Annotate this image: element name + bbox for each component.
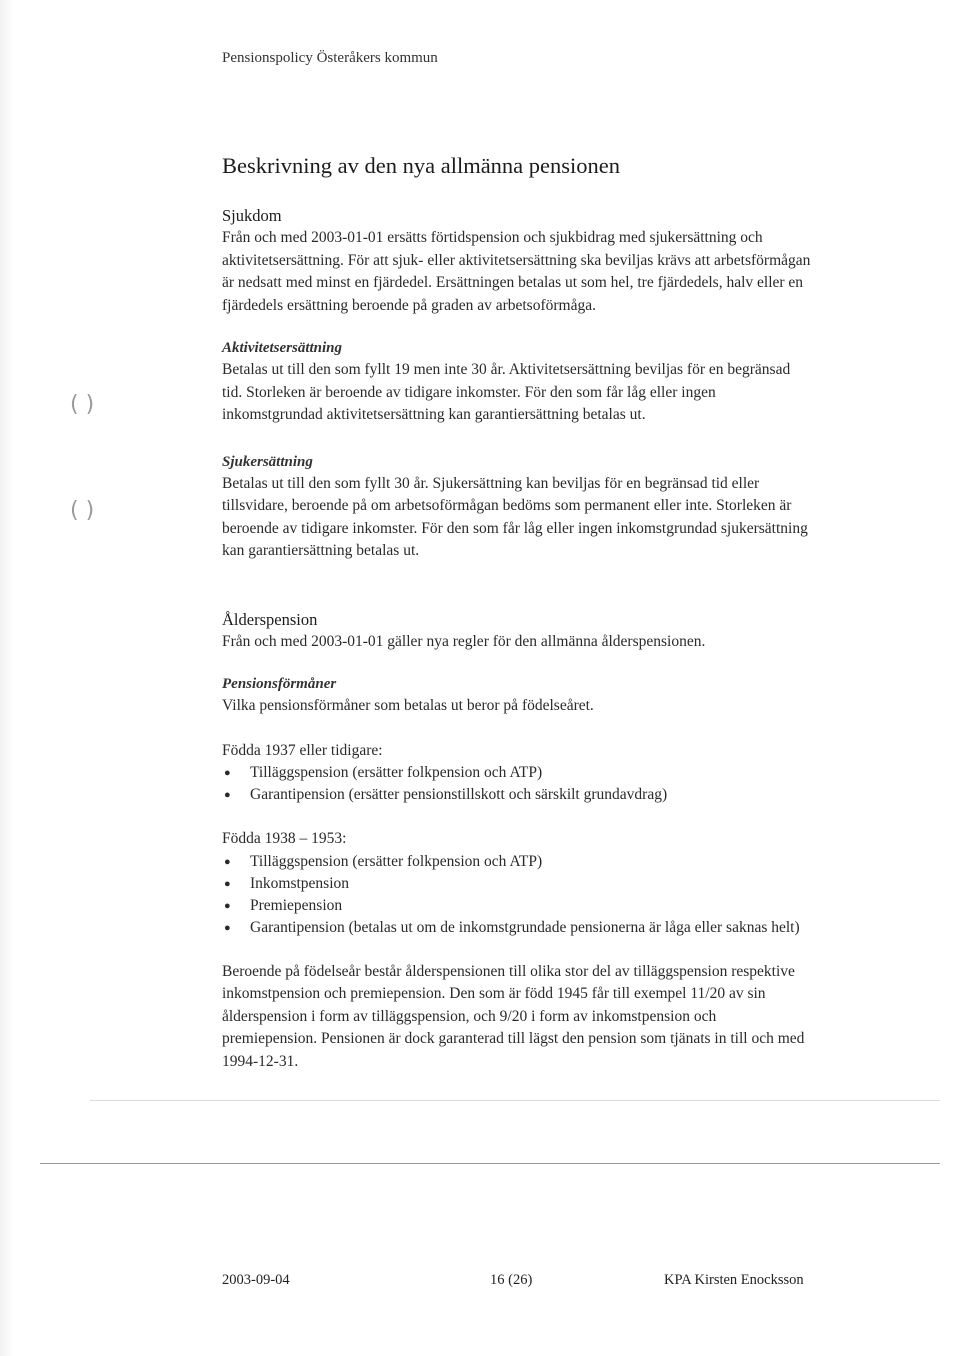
- section-heading-sjukdom: Sjukdom: [222, 206, 282, 225]
- list-item: ● Tilläggspension (ersätter folkpension och ATP): [222, 851, 812, 873]
- spacer: [222, 718, 812, 740]
- section-heading-alderspension: Ålderspension: [222, 609, 318, 629]
- footer-page-number: 16 (26): [490, 1272, 533, 1288]
- paragraph-sjukdom: Från och med 2003-01-01 ersätts förtidspension och sjukbidrag med sjukersättning och aktivitetsersättning. För att sjuk- eller aktivitetsersättning ska beviljas krävs att arbetsförmågan är nedsatt med minst en fjärdedel. Ersättningen betalas ut som hel, tre fjärdedels, halv eller en fjärdedels ersättning beroende på graden av arbetsoförmåga.: [222, 229, 811, 314]
- bullet-icon: ●: [224, 789, 231, 801]
- paragraph-aktivitetsersattning: Betalas ut till den som fyllt 19 men inte 30 år. Aktivitetsersättning beviljas för en begränsad tid. Storleken är beroende av tidigare inkomster. För den som får låg eller ingen inkomstgrundad aktivitetsersättning kan garantiersättning betalas ut.: [222, 361, 791, 423]
- spacer: [222, 563, 812, 609]
- list-1937: [222, 762, 812, 806]
- document-body: [222, 153, 812, 1073]
- bullet-icon: ●: [224, 767, 231, 779]
- list-1938-1953: [222, 851, 812, 939]
- group-label-1937: Födda 1937 eller tidigare:: [222, 741, 383, 759]
- group-label-1938-1953: Födda 1938 – 1953:: [222, 830, 347, 847]
- list-item: ● Garantipension (betalas ut om de inkomstgrundade pensionerna är låga eller saknas helt): [222, 917, 812, 939]
- footer-date: 2003-09-04: [222, 1272, 290, 1288]
- scan-edge-shadow: [0, 0, 14, 1356]
- list-item: ● Inkomstpension: [222, 873, 812, 895]
- list-item: ● Garantipension (ersätter pensionstillskott och särskilt grundavdrag): [222, 784, 812, 806]
- spacer: [222, 806, 812, 828]
- spacer: [222, 939, 812, 961]
- scan-rule: [90, 1100, 940, 1101]
- paragraph-alderspension: Från och med 2003-01-01 gäller nya regler för den allmänna ålderspensionen.: [222, 632, 706, 650]
- list-item: ● Premiepension: [222, 895, 812, 917]
- paragraph-closing: Beroende på födelseår består ålderspensionen till olika stor del av tilläggspension respektive inkomstpension och premiepension. Den som är född 1945 får till exempel 11/20 av sin ålderspension i form av tilläggspension, och 9/20 i form av inkomstpension och premiepension. Pensionen är dock garanterad till lägst den pension som tjänats in till och med 1994-12-31.: [222, 962, 805, 1070]
- footer-rule: [40, 1163, 940, 1164]
- subheading-aktivitetsersattning: Aktivitetsersättning: [222, 340, 343, 356]
- bullet-icon: ●: [224, 877, 231, 890]
- list-item: ● Tilläggspension (ersätter folkpension och ATP): [222, 762, 812, 784]
- bullet-icon: ●: [224, 921, 231, 934]
- footer-author: KPA Kirsten Enocksson: [664, 1272, 804, 1288]
- bullet-icon: ●: [224, 899, 231, 912]
- bullet-icon: ●: [224, 855, 231, 868]
- subheading-sjukersattning: Sjukersättning: [222, 453, 313, 470]
- paragraph-pensionsformaner: Vilka pensionsförmåner som betalas ut beror på födelseåret.: [222, 697, 594, 714]
- subheading-pensionsformaner: Pensionsförmåner: [222, 676, 337, 692]
- document-title: Beskrivning av den nya allmänna pensionen: [222, 153, 621, 178]
- page-header: Pensionspolicy Österåkers kommun: [222, 50, 438, 66]
- paragraph-sjukersattning: Betalas ut till den som fyllt 30 år. Sjukersättning kan beviljas för en begränsad tid eller tillsvidare, beroende på om arbetsoförmågan bedöms som permanent eller inte. Storleken är beroende av tidigare inkomster. För den som får låg eller ingen inkomstgrundad sjukersättning kan garantiersättning betalas ut.: [222, 474, 808, 559]
- punch-hole-icon: ( ): [70, 498, 95, 523]
- punch-hole-icon: ( ): [70, 392, 95, 417]
